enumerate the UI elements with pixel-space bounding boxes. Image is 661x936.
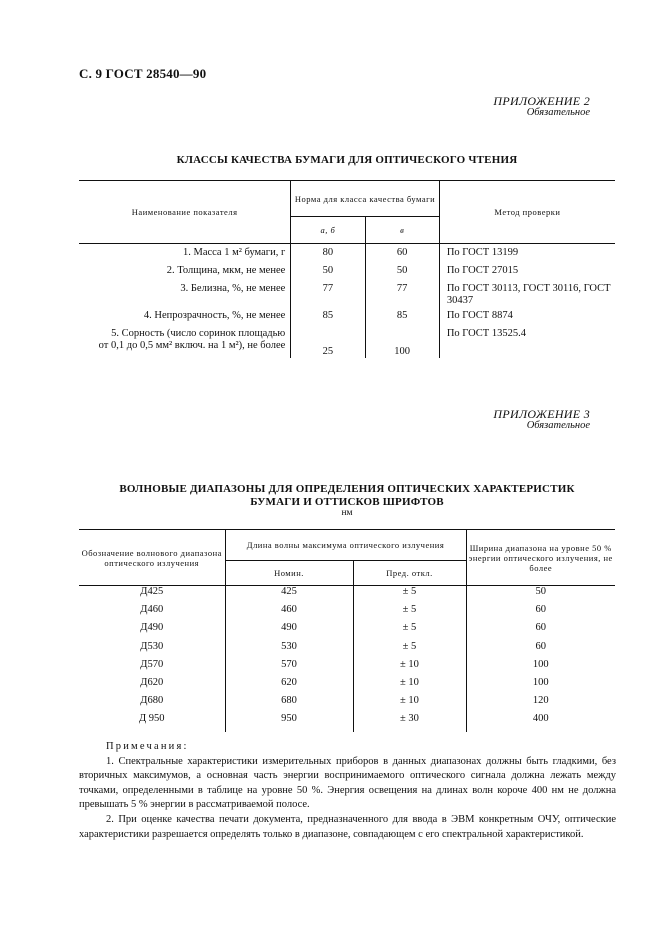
row-name: 3. Белизна, %, не менее	[79, 283, 291, 310]
deviation-cell: ± 5	[353, 641, 466, 659]
width-cell: 60	[466, 641, 615, 659]
table-row	[79, 695, 615, 713]
table-row	[79, 677, 615, 695]
row-value-ab: 77	[291, 283, 365, 310]
row-name: 2. Толщина, мкм, не менее	[79, 265, 291, 283]
table-row	[79, 641, 615, 659]
note-paragraph: 1. Спектральные характеристики измерительных приборов в данных диапазонах должны быть гладкими, без вторичных максимумов, а основная часть энергии воспринимаемого оптического сигнала должна лежать между точками, определенными в таблице на уровне 50 %. Энергия освещения на длинах волн короче 400 нм не должна превышать 5 % энергии в рассматриваемой полосе.	[79, 755, 616, 811]
designation-cell: Д530	[140, 640, 164, 652]
note-paragraph: 2. При оценке качества печати документа, предназначенного для ввода в ЭВМ конкретным ОЧУ, оптические характеристики разрешается определять только в диапазоне, совпадающем с его спектральной характеристикой.	[79, 813, 616, 840]
deviation-cell: ± 10	[353, 659, 466, 677]
row-value-ab: 50	[291, 265, 365, 283]
table-row	[79, 586, 615, 605]
table-row	[79, 604, 615, 622]
deviation-cell: ± 30	[353, 713, 466, 731]
row-name-line: от 0,1 до 0,5 мм² включ. на 1 м²), не более	[98, 340, 286, 351]
row-value-v: 100	[365, 328, 439, 358]
nominal-cell: 530	[225, 641, 353, 659]
designation-cell: Д425	[140, 586, 164, 597]
header-width: Ширина диапазона на уровне 50 % энергии оптического излучения, не более	[466, 530, 615, 586]
appendix-3-label	[493, 408, 590, 432]
table-row	[79, 265, 615, 283]
designation-cell: Д570	[140, 658, 164, 670]
header-class-ab: а, б	[291, 217, 365, 244]
width-cell: 100	[466, 659, 615, 677]
row-name: 1. Масса 1 м² бумаги, г	[79, 244, 291, 266]
table1-title: КЛАССЫ КАЧЕСТВА БУМАГИ ДЛЯ ОПТИЧЕСКОГО ЧТЕНИЯ	[176, 154, 518, 166]
nominal-cell: 620	[225, 677, 353, 695]
table-row	[79, 622, 615, 640]
header-nominal: Номин.	[225, 561, 353, 586]
deviation-cell: ± 5	[353, 604, 466, 622]
table-row	[79, 659, 615, 677]
wave-ranges-table	[79, 529, 615, 732]
nominal-cell: 680	[225, 695, 353, 713]
width-cell: 60	[466, 622, 615, 640]
nominal-cell: 490	[225, 622, 353, 640]
table-row	[79, 310, 615, 328]
deviation-cell: ± 10	[353, 677, 466, 695]
row-value-v: 77	[365, 283, 439, 310]
notes-section	[79, 740, 616, 842]
nominal-cell: 460	[225, 604, 353, 622]
row-value-ab: 80	[291, 244, 365, 266]
header-wavelength: Длина волны максимума оптического излучения	[225, 530, 466, 561]
width-cell: 100	[466, 677, 615, 695]
row-method: По ГОСТ 13199	[446, 247, 519, 258]
header-norm: Норма для класса качества бумаги	[291, 181, 440, 217]
deviation-cell: ± 5	[353, 622, 466, 640]
row-method: По ГОСТ 30113, ГОСТ 30116, ГОСТ 30437	[446, 283, 611, 306]
row-value-ab: 85	[291, 310, 365, 328]
width-cell: 120	[466, 695, 615, 713]
header-deviation: Пред. откл.	[353, 561, 466, 586]
width-cell: 400	[466, 713, 615, 731]
page-header: С. 9 ГОСТ 28540—90	[79, 66, 207, 81]
table2-title-line: ВОЛНОВЫЕ ДИАПАЗОНЫ ДЛЯ ОПРЕДЕЛЕНИЯ ОПТИЧЕСКИХ ХАРАКТЕРИСТИК	[119, 483, 575, 495]
table2-unit: нм	[341, 508, 353, 518]
header-designation: Обозначение волнового диапазона оптического излучения	[79, 530, 225, 586]
appendix-status: Обязательное	[526, 420, 590, 431]
nominal-cell: 950	[225, 713, 353, 731]
table2-title-line: БУМАГИ И ОТТИСКОВ ШРИФТОВ	[250, 496, 444, 508]
row-name	[79, 328, 291, 358]
appendix-2-label	[493, 95, 590, 119]
paper-quality-table	[79, 180, 615, 358]
notes-title: Примечания:	[106, 741, 189, 752]
table2-title	[79, 483, 615, 509]
width-cell: 50	[466, 586, 615, 605]
table-row	[79, 244, 615, 266]
deviation-cell: ± 5	[353, 586, 466, 605]
appendix-title: ПРИЛОЖЕНИЕ 3	[493, 407, 590, 421]
row-name-line: 5. Сорность (число соринок площадью	[111, 328, 286, 339]
header-name: Наименование показателя	[79, 181, 291, 244]
row-value-v: 85	[365, 310, 439, 328]
table-row	[79, 328, 615, 358]
width-cell: 60	[466, 604, 615, 622]
nominal-cell: 425	[225, 586, 353, 605]
table-row	[79, 713, 615, 731]
row-name: 4. Непрозрачность, %, не менее	[79, 310, 291, 328]
header-class-v: в	[365, 217, 439, 244]
designation-cell: Д620	[140, 676, 164, 688]
row-method: По ГОСТ 13525.4	[446, 328, 526, 339]
table-row	[79, 283, 615, 310]
designation-cell: Д 950	[138, 713, 165, 725]
designation-cell: Д680	[140, 695, 164, 707]
header-method: Метод проверки	[439, 181, 615, 244]
row-value-ab: 25	[291, 328, 365, 358]
row-value-v: 50	[365, 265, 439, 283]
row-method: По ГОСТ 27015	[446, 265, 519, 276]
appendix-title: ПРИЛОЖЕНИЕ 2	[493, 94, 590, 108]
nominal-cell: 570	[225, 659, 353, 677]
deviation-cell: ± 10	[353, 695, 466, 713]
row-value-v: 60	[365, 244, 439, 266]
row-method: По ГОСТ 8874	[446, 310, 513, 321]
designation-cell: Д490	[140, 622, 164, 634]
appendix-status: Обязательное	[526, 107, 590, 118]
designation-cell: Д460	[140, 604, 164, 616]
